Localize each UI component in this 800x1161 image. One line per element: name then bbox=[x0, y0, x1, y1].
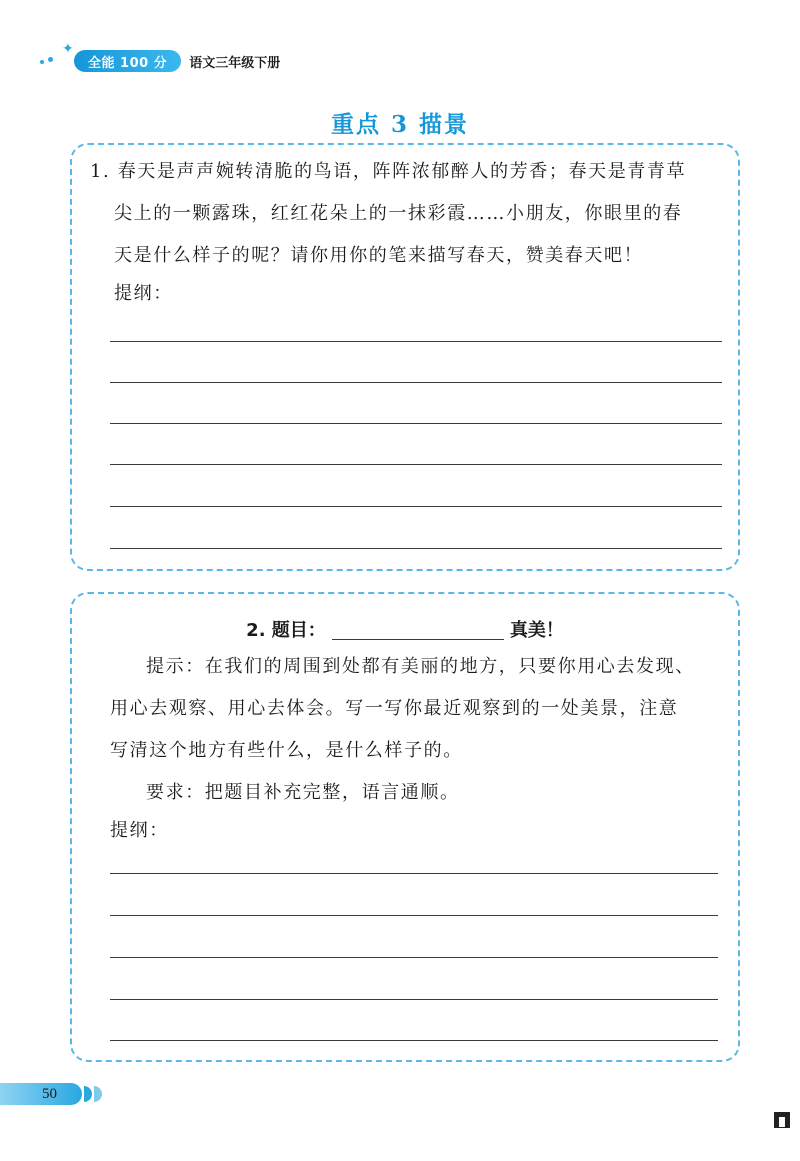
book-header bbox=[38, 41, 281, 74]
book-subject: 语文三年级下册 bbox=[189, 55, 281, 71]
title-blank[interactable] bbox=[332, 621, 504, 640]
q1-line-2: 尖上的一颗露珠，红红花朵上的一抹彩霞……小朋友，你眼里的春 bbox=[114, 203, 683, 224]
page-number-bar bbox=[0, 1083, 82, 1105]
q2-title-suffix: 真美！ bbox=[509, 620, 564, 641]
q2-requirement: 要求：把题目补充完整，语言通顺。 bbox=[146, 782, 460, 803]
q1-line-3: 天是什么样子的呢？请你用你的笔来描写春天，赞美春天吧！ bbox=[114, 245, 644, 266]
chevron-right-icon bbox=[94, 1086, 102, 1102]
q1-line-1: 1. 春天是声声婉转清脆的鸟语，阵阵浓郁醉人的芳香；春天是青青草 bbox=[90, 161, 687, 182]
question-1-box bbox=[70, 143, 740, 571]
writing-line[interactable] bbox=[110, 1040, 718, 1041]
page-number: 50 bbox=[42, 1086, 57, 1102]
writing-line[interactable] bbox=[110, 915, 718, 916]
q2-title-prefix: 2. 题目： bbox=[246, 620, 326, 641]
writing-line[interactable] bbox=[110, 382, 722, 383]
writing-line[interactable] bbox=[110, 548, 722, 549]
star-icon: ✦ bbox=[62, 41, 74, 57]
writing-line[interactable] bbox=[110, 464, 722, 465]
q1-outline-label: 提纲： bbox=[114, 283, 173, 304]
decor-dot bbox=[48, 57, 53, 62]
chevron-right-icon bbox=[84, 1086, 92, 1102]
qr-code-icon bbox=[774, 1112, 790, 1128]
writing-line[interactable] bbox=[110, 506, 722, 507]
section-title: 重点 3 描景 bbox=[330, 111, 470, 138]
question-2-box bbox=[70, 592, 740, 1062]
decor-dot bbox=[40, 60, 44, 64]
series-badge: 全能 100 分 bbox=[74, 50, 181, 72]
writing-line[interactable] bbox=[110, 423, 722, 424]
writing-line[interactable] bbox=[110, 341, 722, 342]
q2-title-row bbox=[72, 616, 738, 642]
q2-hint-line-1: 提示：在我们的周围到处都有美丽的地方，只要你用心去发现、 bbox=[146, 656, 695, 677]
writing-line[interactable] bbox=[110, 873, 718, 874]
writing-line[interactable] bbox=[110, 999, 718, 1000]
writing-line[interactable] bbox=[110, 957, 718, 958]
q2-hint-line-2: 用心去观察、用心去体会。写一写你最近观察到的一处美景，注意 bbox=[110, 698, 679, 719]
q2-outline-label: 提纲： bbox=[110, 820, 169, 841]
q2-hint-line-3: 写清这个地方有些什么，是什么样子的。 bbox=[110, 740, 463, 761]
